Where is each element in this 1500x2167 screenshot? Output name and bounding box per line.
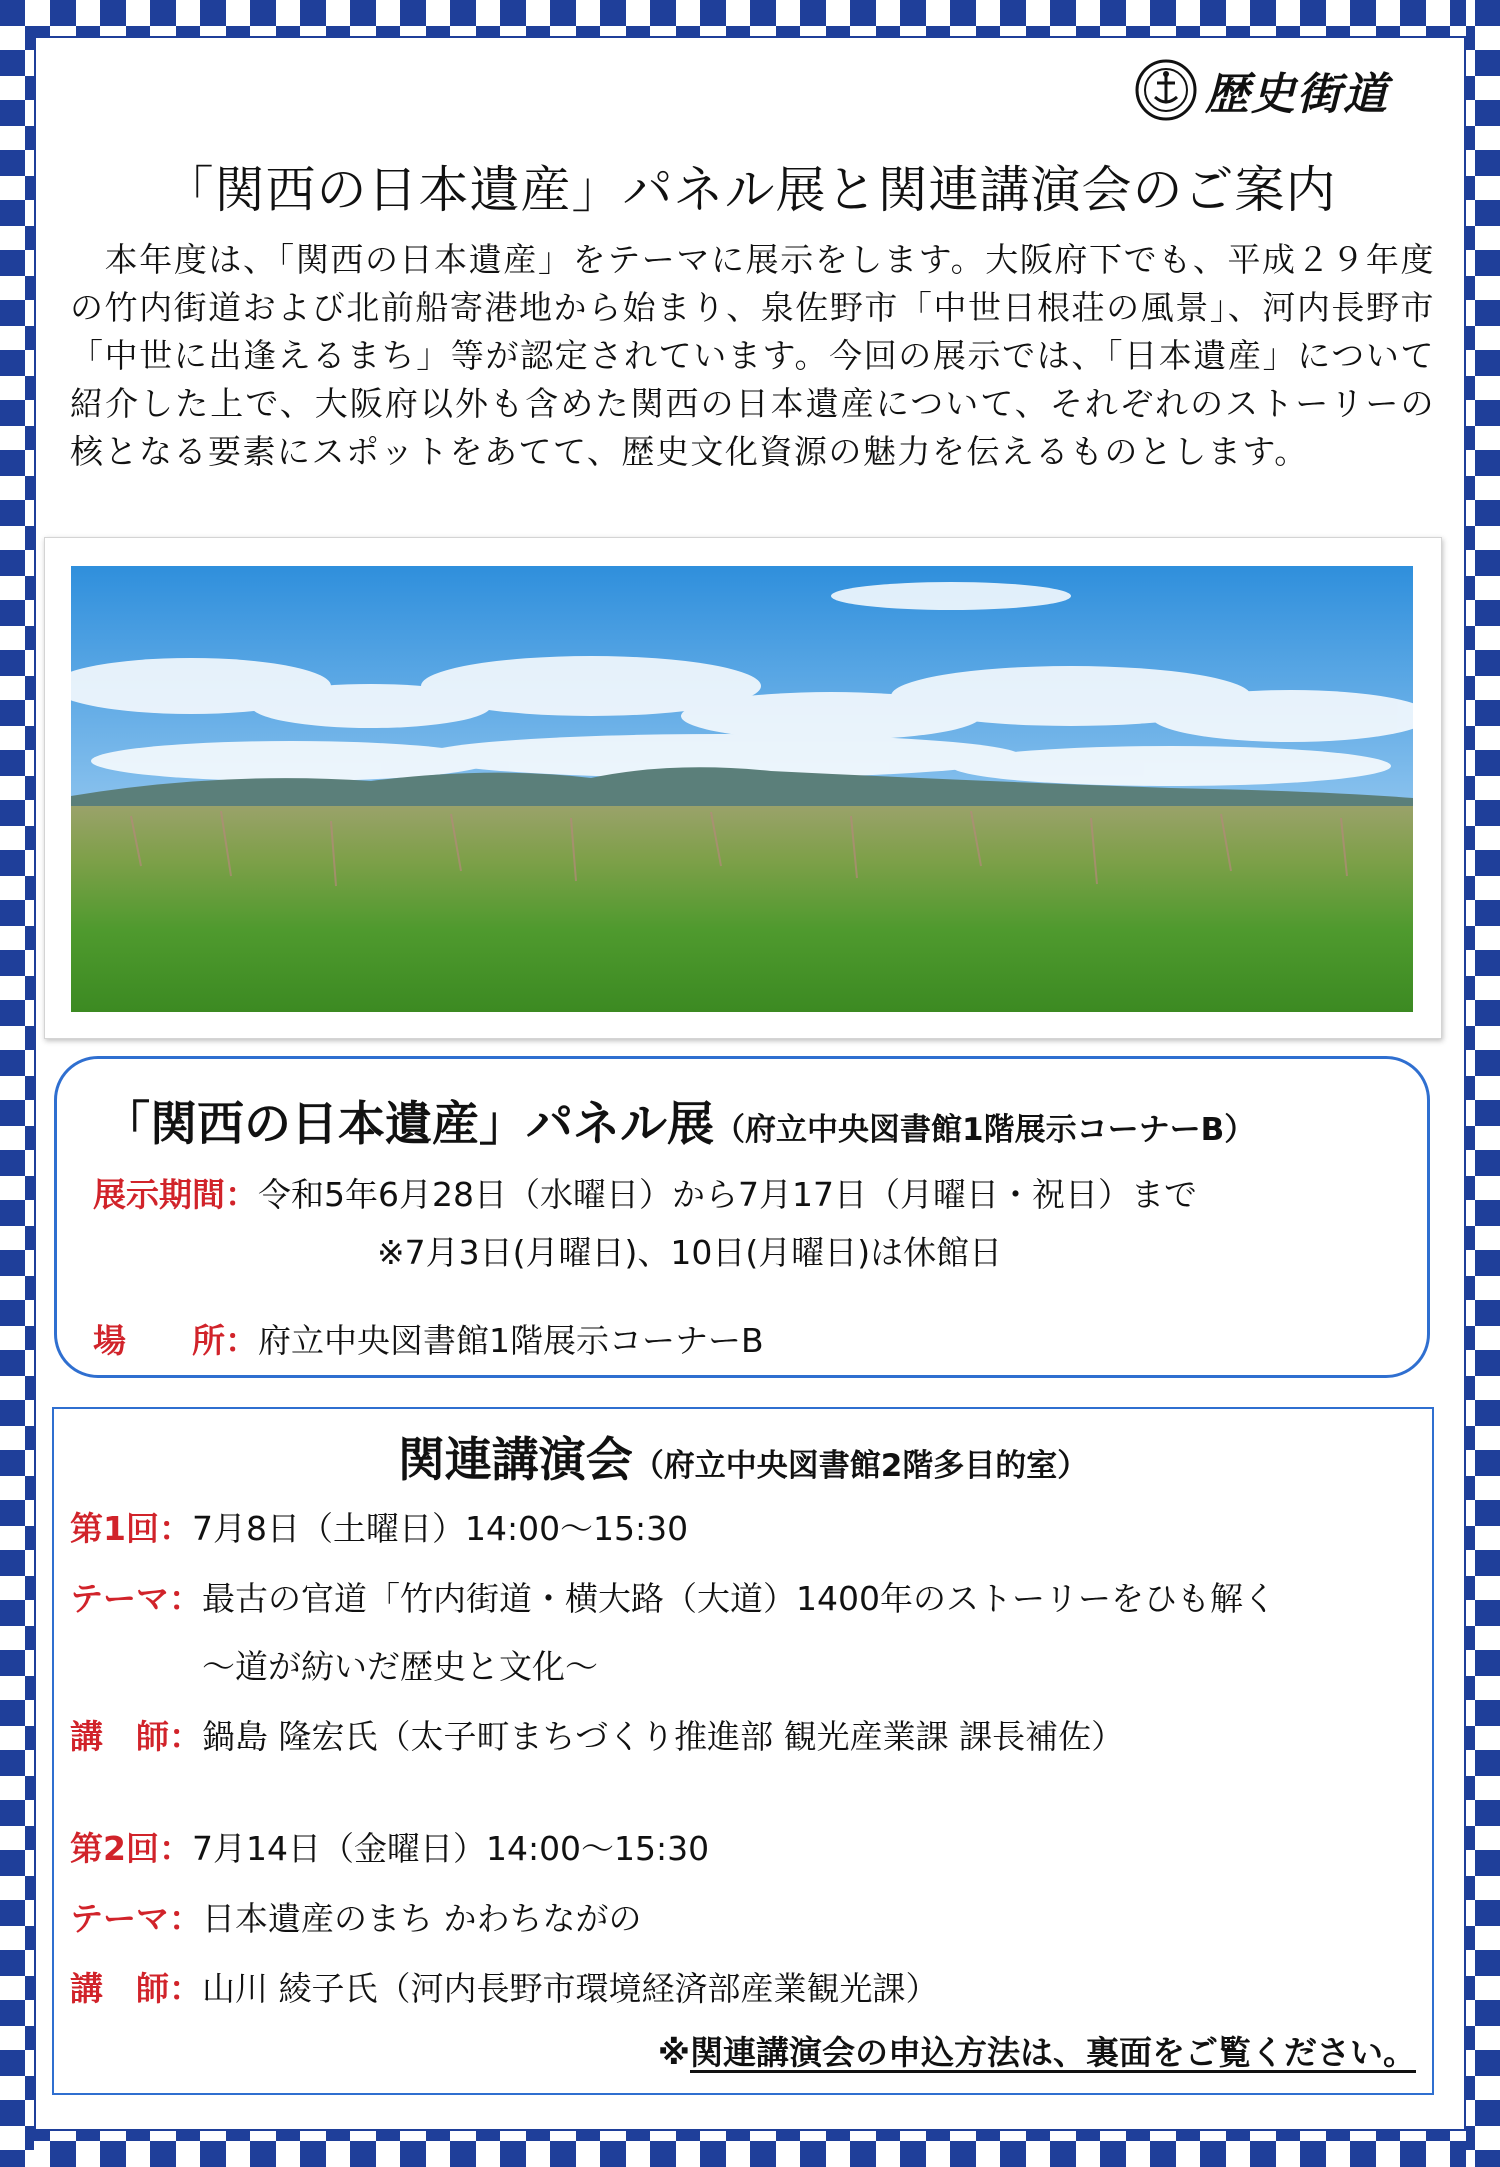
exhibition-period-row: [93, 1169, 1197, 1216]
closed-days-note: ※7月3日(月曜日)、10日(月曜日)は休館日: [377, 1233, 1003, 1272]
intro-paragraph: 本年度は、「関西の日本遺産」をテーマに展示をします。大阪府下でも、平成２９年度の竹内街道および北前船寄港地から始まり、泉佐野市「中世日根荘の風景」、河内長野市「中世に出逢えるまち」等が認定されています。今回の展示では、「日本遺産」について紹介した上で、大阪府以外も含めた関西の日本遺産について、それぞれのストーリーの核となる要素にスポットをあてて、歴史文化資源の魅力を伝えるものとします。: [70, 240, 1435, 471]
session-1-date: 7月8日（土曜日）14:00～15:30: [191, 1509, 689, 1548]
photo-frame: [44, 537, 1442, 1039]
place-label: 場 所：: [93, 1321, 258, 1360]
session-2-lecturer: 山川 綾子氏（河内長野市環境経済部産業観光課）: [202, 1969, 939, 2008]
period-label: 展示期間：: [93, 1175, 258, 1214]
session-2-date: 7月14日（金曜日）14:00～15:30: [191, 1829, 710, 1868]
session-1-lecturer: 鍋島 隆宏氏（太子町まちづくり推進部 観光産業課 課長補佐）: [202, 1717, 1125, 1756]
lecture-box: [52, 1407, 1434, 2095]
decorative-border-bottom: [0, 2131, 1500, 2167]
session-2-theme-row: [70, 1893, 642, 1940]
grassland-landscape-photo: [71, 566, 1413, 1012]
session-2-date-row: [70, 1823, 709, 1870]
session-2-theme-label: テーマ：: [70, 1899, 202, 1938]
logo: [1135, 58, 1389, 122]
panel-exhibition-title: [103, 1087, 1255, 1154]
session-1-theme-row: [70, 1573, 1276, 1620]
page-title: 「関西の日本遺産」パネル展と関連講演会のご案内: [163, 161, 1337, 219]
panel-title-text: 「関西の日本遺産」パネル展: [103, 1097, 714, 1152]
session-1-lecturer-label: 講 師：: [70, 1717, 202, 1756]
panel-venue-note: （府立中央図書館1階展示コーナーB）: [714, 1112, 1256, 1148]
session-2-lecturer-row: [70, 1963, 939, 2010]
session-2-theme: 日本遺産のまち かわちながの: [202, 1899, 642, 1938]
session-1-theme: 最古の官道「竹内街道・横大路（大道）1400年のストーリーをひも解く: [202, 1579, 1276, 1618]
place-value: 府立中央図書館1階展示コーナーB: [258, 1321, 764, 1360]
note-mark: ※: [657, 2033, 690, 2072]
note-text: 関連講演会の申込方法は、裏面をご覧ください。: [690, 2033, 1416, 2072]
session-1-theme-label: テーマ：: [70, 1579, 202, 1618]
lecture-title: [54, 1423, 1432, 1490]
lecture-title-text: 関連講演会: [397, 1433, 633, 1488]
session-1-label: 第1回：: [70, 1509, 192, 1548]
logo-text: 歴史街道: [1205, 69, 1389, 120]
exhibition-place-row: [93, 1315, 764, 1362]
panel-exhibition-box: [54, 1056, 1430, 1378]
decorative-border-right: [1466, 0, 1500, 2167]
session-2-label: 第2回：: [70, 1829, 192, 1868]
session-1-theme-sub: ～道が紡いだ歴史と文化～: [202, 1647, 598, 1686]
decorative-border-top: [0, 0, 1500, 36]
rekishi-kaido-emblem-icon: [1135, 59, 1197, 121]
session-1-date-row: [70, 1503, 688, 1550]
period-value: 令和5年6月28日（水曜日）から7月17日（月曜日・祝日）まで: [258, 1175, 1197, 1214]
session-1-lecturer-row: [70, 1711, 1124, 1758]
lecture-venue-note: （府立中央図書館2階多目的室）: [632, 1448, 1089, 1484]
decorative-border-left: [0, 0, 34, 2167]
session-2-lecturer-label: 講 師：: [70, 1969, 202, 2008]
application-note: [658, 2027, 1416, 2074]
